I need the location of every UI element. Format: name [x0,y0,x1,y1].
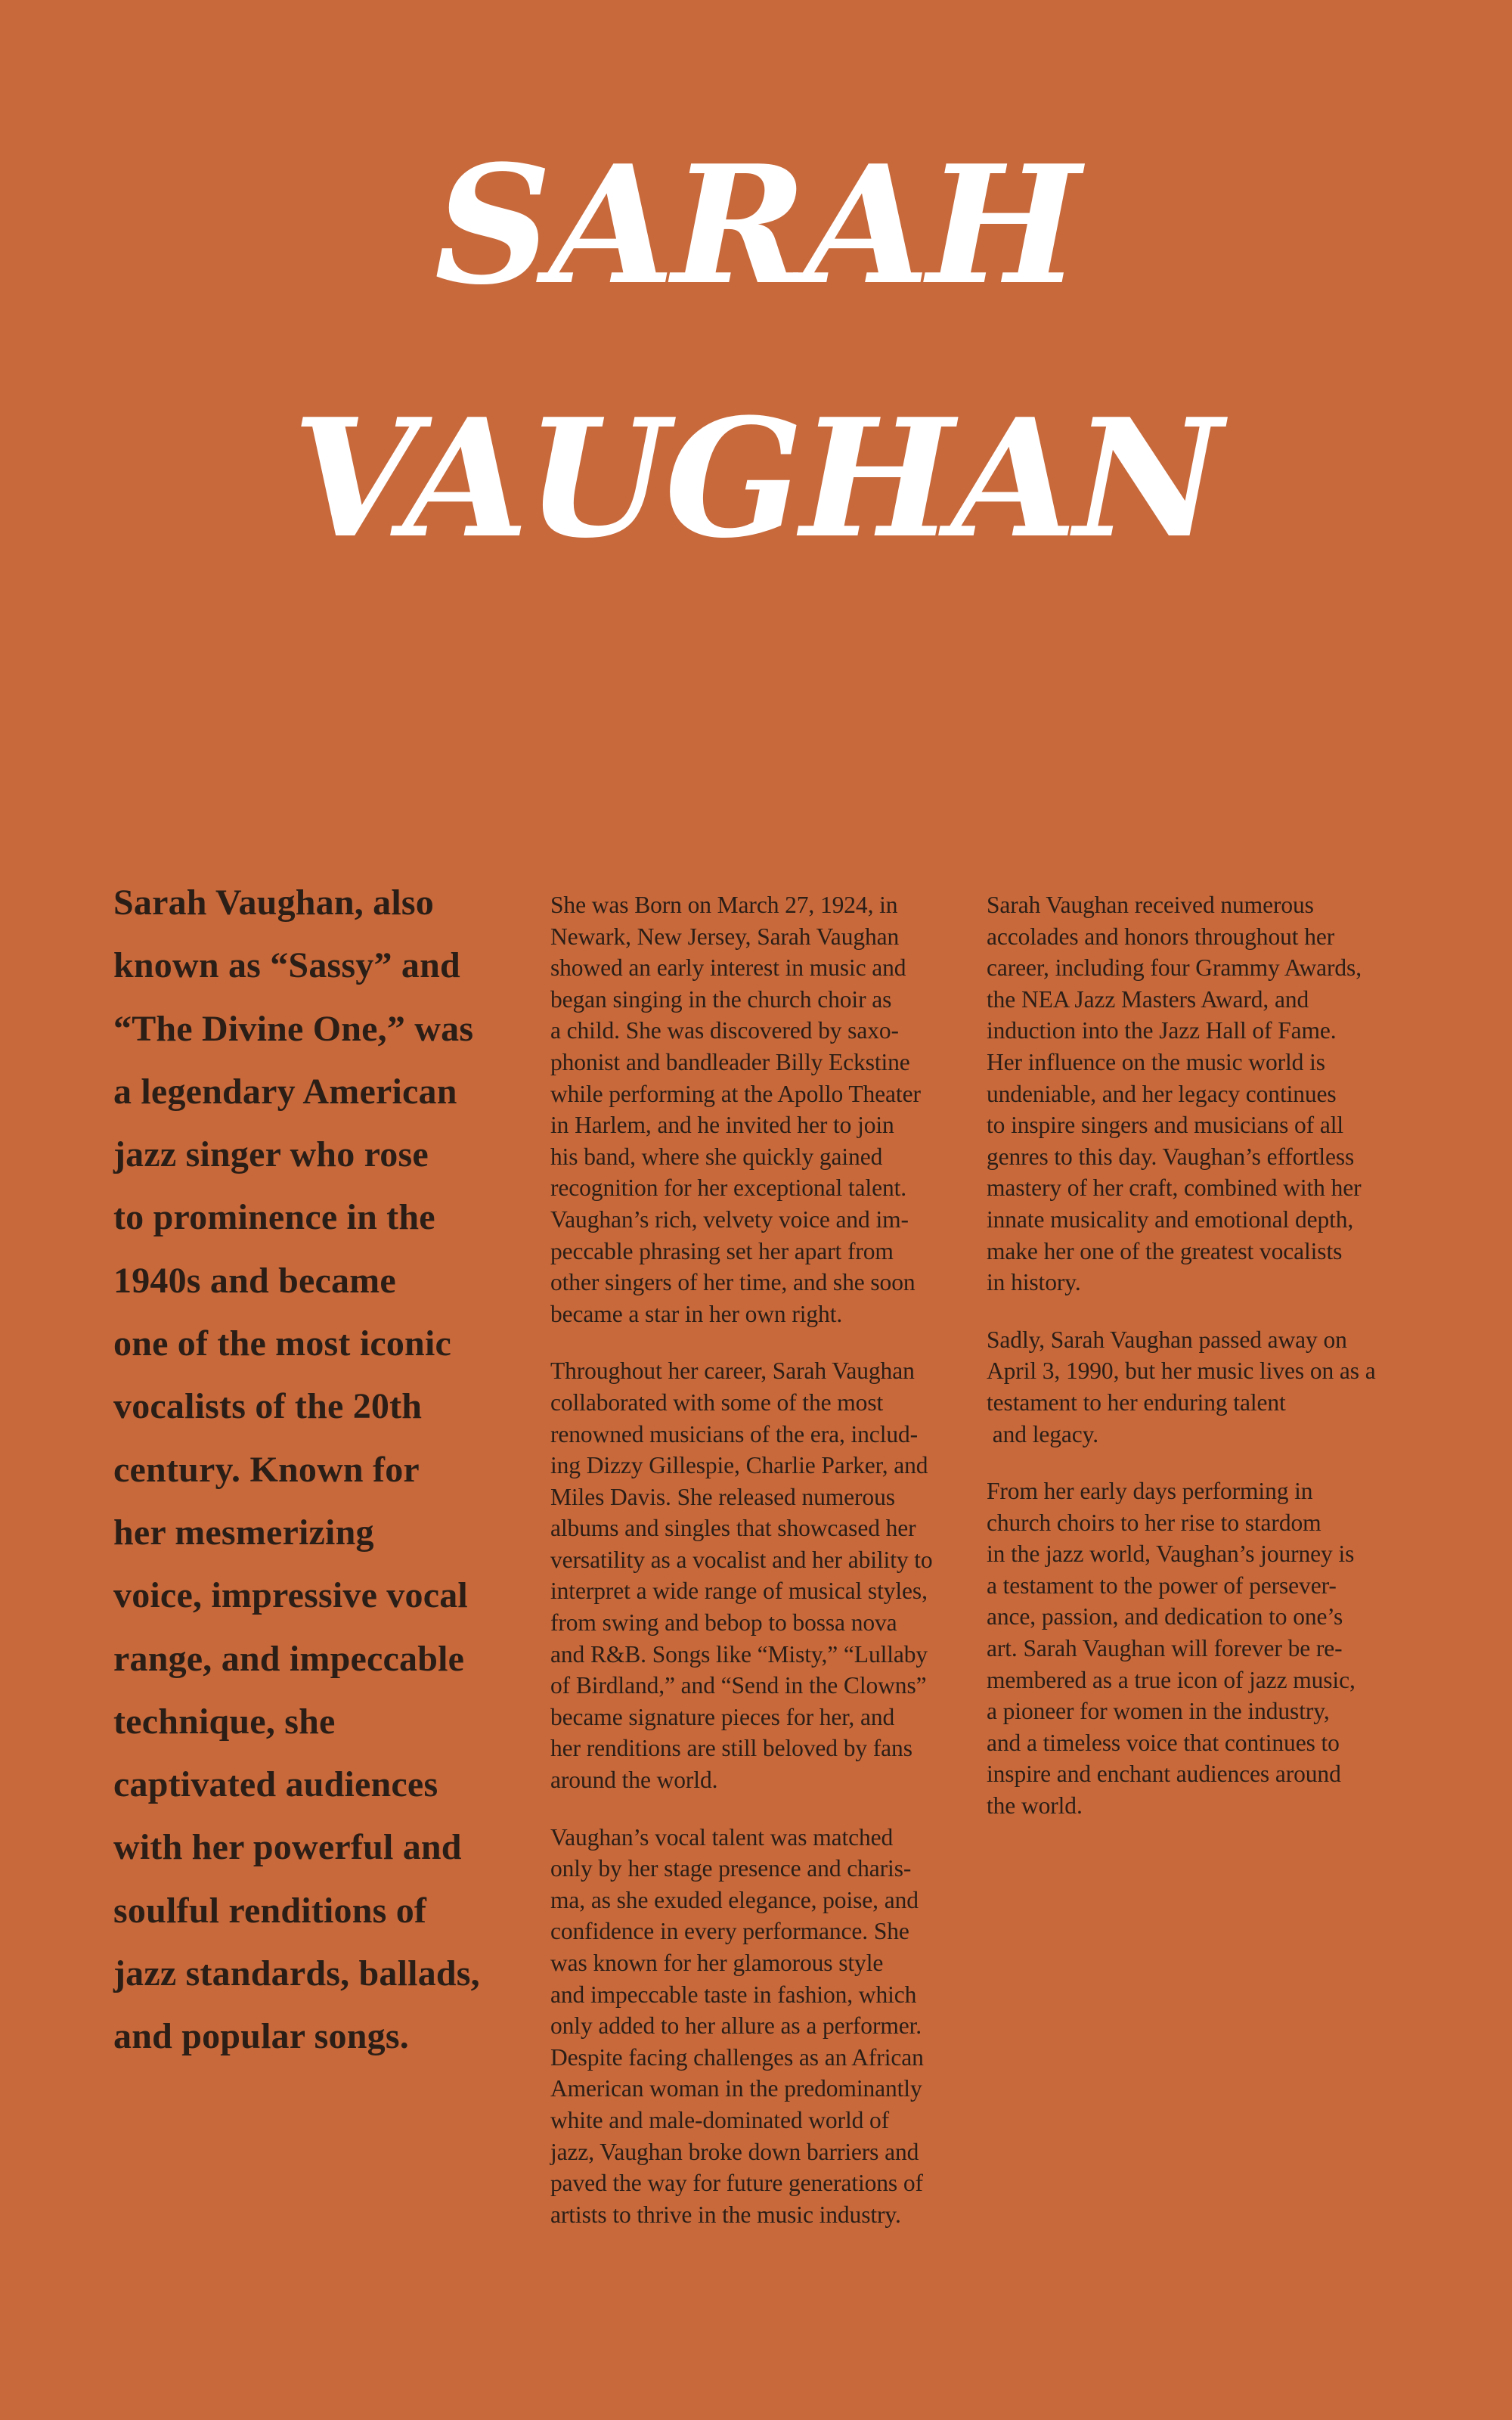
text-line: ance, passion, and dedication to one’s [987,1603,1343,1630]
text-line: genres to this day. Vaughan’s effortless [987,1143,1355,1170]
text-line: from swing and bebop to bossa nova [550,1609,897,1637]
intro-line: her mesmerizing [113,1512,374,1553]
body-column-right [987,889,1410,1848]
paragraph-passing [987,1324,1410,1450]
text-line: interpret a wide range of musical styles, [550,1578,928,1605]
text-line: renowned musicians of the era, includ- [550,1420,919,1447]
paragraph-legacy [987,1475,1410,1822]
text-line: in history. [987,1269,1081,1296]
text-line: only by her stage presence and charis- [550,1855,912,1882]
text-line: induction into the Jazz Hall of Fame. [987,1017,1337,1044]
intro-column [113,871,522,2068]
text-line: ma, as she exuded elegance, poise, and [550,1886,919,1913]
text-line: career, including four Grammy Awards, [987,954,1362,982]
intro-line: one of the most iconic [113,1323,451,1364]
text-line: other singers of her time, and she soon [550,1269,916,1296]
text-line: mastery of her craft, combined with her [987,1174,1362,1202]
text-line: church choirs to her rise to stardom [987,1509,1321,1536]
text-line: began singing in the church choir as [550,985,892,1013]
text-line: paved the way for future generations of [550,2170,923,2197]
text-line: artists to thrive in the music industry. [550,2201,901,2228]
text-line: accolades and honors throughout her [987,923,1335,950]
text-line: American woman in the predominantly [550,2075,922,2102]
text-line: became signature pieces for her, and [550,1703,895,1730]
text-line: became a star in her own right. [550,1300,843,1327]
text-line: to inspire singers and musicians of all [987,1112,1344,1139]
text-line: make her one of the greatest vocalists [987,1237,1343,1264]
text-line: white and male-dominated world of [550,2106,890,2133]
text-line: Her influence on the music world is [987,1048,1325,1075]
text-line: Despite facing challenges as an African [550,2043,924,2071]
text-line: a pioneer for women in the industry, [987,1698,1330,1725]
intro-line: with her powerful and [113,1827,462,1868]
intro-line: jazz singer who rose [113,1134,429,1175]
intro-line: vocalists of the 20th [113,1386,423,1427]
text-line: was known for her glamorous style [550,1950,884,1976]
text-line: collaborated with some of the most [550,1388,884,1416]
text-line: in Harlem, and he invited her to join [550,1112,894,1139]
text-line: and legacy. [987,1420,1099,1447]
text-line: of Birdland,” and “Send in the Clowns” [550,1672,927,1699]
intro-line: to prominence in the [113,1197,435,1238]
text-line: innate musicality and emotional depth, [987,1205,1354,1233]
title-line-2: VAUGHAN [292,383,1220,574]
text-line: inspire and enchant audiences around [987,1761,1341,1788]
paragraph-stage-presence [550,1822,974,2231]
text-line: recognition for her exceptional talent. [550,1174,907,1202]
intro-line: and popular songs. [113,2016,409,2057]
text-line: Throughout her career, Sarah Vaughan [550,1357,915,1385]
text-line: showed an early interest in music and [550,954,906,982]
body-column-middle [550,889,974,2256]
text-line: Newark, New Jersey, Sarah Vaughan [550,923,900,950]
text-line: jazz, Vaughan broke down barriers and [550,2138,919,2165]
text-line: undeniable, and her legacy continues [987,1080,1337,1107]
text-line: She was Born on March 27, 1924, in [550,892,898,918]
text-line: and R&B. Songs like “Misty,” “Lullaby [550,1640,928,1668]
text-line: Vaughan’s vocal talent was matched [550,1823,894,1851]
text-line: albums and singles that showcased her [550,1515,916,1542]
text-line: a child. She was discovered by saxo- [550,1017,899,1044]
paragraph-early-life [550,889,974,1329]
text-line: membered as a true icon of jazz music, [987,1666,1356,1693]
text-line: phonist and bandleader Billy Eckstine [550,1048,910,1075]
text-line: From her early days performing in [987,1478,1313,1505]
intro-line: soulful renditions of [113,1890,427,1931]
intro-line: technique, she [113,1701,336,1742]
text-line: Vaughan’s rich, velvety voice and im- [550,1205,909,1233]
text-line: versatility as a vocalist and her ability to [550,1546,933,1573]
text-line: ing Dizzy Gillespie, Charlie Parker, and [550,1452,928,1479]
intro-line: captivated audiences [113,1764,438,1805]
text-line: her renditions are still beloved by fans [550,1735,912,1762]
text-line: Sadly, Sarah Vaughan passed away on [987,1326,1347,1353]
text-line: Miles Davis. She released numerous [550,1483,895,1510]
intro-line: a legendary American [113,1071,457,1112]
paragraph-accolades [987,889,1410,1298]
text-line: his band, where she quickly gained [550,1143,883,1170]
text-line: art. Sarah Vaughan will forever be re- [987,1635,1343,1662]
text-line: confidence in every performance. She [550,1918,909,1945]
intro-line: Sarah Vaughan, also [113,883,434,923]
intro-line: range, and impeccable [113,1638,465,1679]
text-line: only added to her allure as a performer. [550,2012,922,2040]
text-line: and impeccable taste in fashion, which [550,1981,917,2008]
text-line: while performing at the Apollo Theater [550,1080,921,1107]
text-line: around the world. [550,1767,718,1794]
intro-line: voice, impressive vocal [113,1575,468,1616]
page-title [0,98,1512,605]
text-line: in the jazz world, Vaughan’s journey is [987,1540,1355,1568]
intro-line: century. Known for [113,1449,420,1490]
intro-line: “The Divine One,” was [113,1008,474,1049]
paragraph-career [550,1355,974,1795]
intro-line: known as “Sassy” and [113,945,460,986]
text-line: testament to her enduring talent [987,1388,1286,1416]
text-line: Sarah Vaughan received numerous [987,892,1314,918]
text-line: a testament to the power of persever- [987,1571,1337,1599]
text-line: and a timeless voice that continues to [987,1729,1340,1756]
text-line: April 3, 1990, but her music lives on as a [987,1357,1376,1385]
intro-line: 1940s and became [113,1260,396,1301]
intro-line: jazz standards, ballads, [113,1953,480,1994]
title-line-1: SARAH [434,129,1078,321]
text-line: the NEA Jazz Masters Award, and [987,985,1309,1013]
text-line: the world. [987,1792,1083,1820]
text-line: peccable phrasing set her apart from [550,1237,894,1264]
